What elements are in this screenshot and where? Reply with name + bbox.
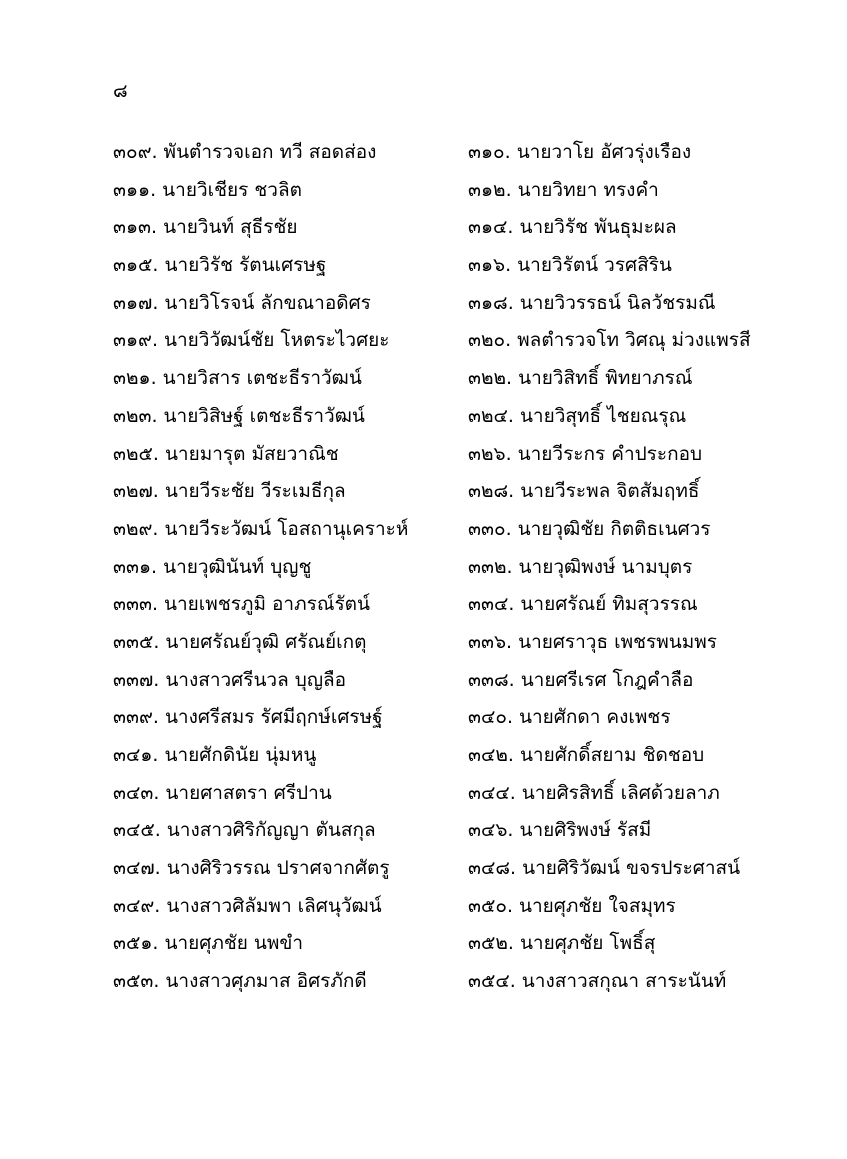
entry-name: นายศักดินัย นุ่มหนู <box>164 744 317 766</box>
list-row <box>0 704 847 742</box>
list-entry-right <box>468 704 671 730</box>
entry-name: นายศักดา คงเพชร <box>519 706 671 729</box>
entry-name: นายวิวัฒน์ชัย โหตระไวศยะ <box>164 329 390 352</box>
list-entry-left <box>113 365 362 391</box>
entry-number: ๓๑๘. <box>468 291 514 314</box>
list-entry-left <box>113 441 339 467</box>
entry-number: ๓๓๖. <box>468 630 513 653</box>
entry-name: นายวิสิษฐ์ เตชะธีราวัฒน์ <box>163 404 365 427</box>
list-row <box>0 893 847 931</box>
entry-number: ๓๑๑. <box>113 178 157 201</box>
entry-number: ๓๐๙. <box>113 141 158 163</box>
entry-number: ๓๓๕. <box>113 630 160 653</box>
entry-number: ๓๑๕. <box>113 254 159 277</box>
entry-name: นางศิริวรรณ ปราศจากศัตรู <box>166 857 390 880</box>
list-entry-left <box>113 893 382 919</box>
entry-number: ๓๒๑. <box>113 367 157 390</box>
list-row <box>0 742 847 780</box>
entry-number: ๓๓๔. <box>468 593 515 616</box>
entry-name: นายวีระพล จิตสัมฤทธิ์ <box>520 480 700 503</box>
list-entry-right <box>468 403 686 429</box>
entry-number: ๓๓๑. <box>113 555 158 578</box>
page-number: ๘ <box>113 80 128 102</box>
entry-name: นายศราวุธ เพชรพนมพร <box>518 630 717 653</box>
list-row <box>0 403 847 441</box>
list-row <box>0 139 847 177</box>
entry-name: นายวิรัตน์ วรศสิริน <box>517 254 672 277</box>
entry-name: นายวิทยา ทรงคำ <box>517 178 659 201</box>
list-entry-right <box>468 930 655 956</box>
entry-number: ๓๔๙. <box>113 894 161 917</box>
entry-number: ๓๔๑. <box>113 744 159 766</box>
list-entry-right <box>468 629 717 655</box>
entry-name: นายศุภชัย ใจสมุทร <box>519 894 676 917</box>
entry-name: นางสาวสกุณา สาระนันท์ <box>521 970 727 993</box>
list-entry-right <box>468 327 751 353</box>
entry-number: ๓๑๗. <box>113 291 159 314</box>
entry-number: ๓๔๗. <box>113 857 161 880</box>
list-entry-right <box>468 893 676 919</box>
entry-number: ๓๔๔. <box>468 781 516 804</box>
entry-name: นายศิริพงษ์ รัสมี <box>519 819 652 842</box>
entry-name: นายศาสตรา ศรีปาน <box>165 781 332 804</box>
entry-number: ๓๒๐. <box>468 329 512 352</box>
entry-name: นายศักดิ์สยาม ชิดชอบ <box>519 744 705 766</box>
entry-number: ๓๑๖. <box>468 254 512 277</box>
list-row <box>0 629 847 667</box>
entry-name: นายศุภชัย นพขำ <box>164 932 304 955</box>
list-entry-left <box>113 403 365 429</box>
entry-number: ๓๓๒. <box>468 555 513 578</box>
list-entry-left <box>113 855 390 881</box>
entry-number: ๓๑๓. <box>113 216 158 239</box>
name-list <box>0 139 847 1006</box>
list-row <box>0 930 847 968</box>
list-entry-left <box>113 516 408 542</box>
entry-name: นายวิโรจน์ ลักขณาอดิศร <box>164 291 371 314</box>
list-row <box>0 855 847 893</box>
list-entry-left <box>113 139 376 165</box>
entry-number: ๓๓๓. <box>113 593 159 616</box>
list-entry-right <box>468 214 677 240</box>
list-entry-right <box>468 365 693 391</box>
list-entry-left <box>113 478 346 504</box>
entry-number: ๓๒๖. <box>468 442 512 465</box>
list-entry-right <box>468 290 715 316</box>
list-row <box>0 667 847 705</box>
entry-name: นายวุฒิพงษ์ นามบุตร <box>518 555 693 578</box>
entry-name: นายศรีเรศ โกฎคำลือ <box>520 668 694 691</box>
list-entry-left <box>113 742 316 768</box>
list-entry-right <box>468 478 700 504</box>
entry-name: นายวิวรรธน์ นิลวัชรมณี <box>519 291 716 314</box>
entry-number: ๓๔๘. <box>468 857 517 880</box>
entry-number: ๓๒๓. <box>113 404 158 427</box>
entry-name: นายศรัณย์ ทิมสุวรรณ <box>520 593 698 616</box>
entry-number: ๓๕๒. <box>468 932 514 955</box>
entry-number: ๓๔๖. <box>468 819 514 842</box>
list-entry-left <box>113 930 303 956</box>
entry-name: นายวิสิทธิ์ พิทยาภรณ์ <box>518 367 693 390</box>
list-entry-left <box>113 704 383 730</box>
list-row <box>0 516 847 554</box>
list-row <box>0 365 847 403</box>
entry-number: ๓๑๔. <box>468 216 514 239</box>
list-row <box>0 591 847 629</box>
list-row <box>0 252 847 290</box>
entry-name: นายวินท์ สุธีรชัย <box>163 216 298 239</box>
entry-number: ๓๔๓. <box>113 781 160 804</box>
list-entry-left <box>113 968 367 994</box>
entry-name: นายมารุต มัสยวาณิช <box>164 442 339 465</box>
list-entry-left <box>113 177 302 203</box>
list-entry-right <box>468 441 702 467</box>
list-entry-left <box>113 252 326 278</box>
entry-name: นางสาวศุภมาส อิศรภักดี <box>165 970 367 993</box>
entry-name: นายวุฒินันท์ บุญชู <box>163 555 312 578</box>
entry-name: นายศรัณย์วุฒิ ศรัณย์เกตุ <box>165 630 367 653</box>
entry-name: นางสาวศิลัมพา เลิศนุวัฒน์ <box>166 894 382 917</box>
entry-name: นางศรีสมร รัศมีฤกษ์เศรษฐ์ <box>164 706 383 729</box>
list-row <box>0 554 847 592</box>
entry-name: นายวิรัช รัตนเศรษฐ <box>164 254 327 277</box>
entry-number: ๓๒๘. <box>468 480 515 503</box>
entry-number: ๓๓๗. <box>113 668 160 691</box>
list-entry-left <box>113 780 332 806</box>
list-entry-right <box>468 742 704 768</box>
entry-number: ๓๓๘. <box>468 668 515 691</box>
list-row <box>0 290 847 328</box>
entry-name: นายวาโย อัศวรุ่งเรือง <box>516 141 692 163</box>
list-entry-right <box>468 177 659 203</box>
entry-number: ๓๕๓. <box>113 970 160 993</box>
entry-number: ๓๒๗. <box>113 480 159 503</box>
entry-name: นายวีระวัฒน์ โอสถานุเคราะห์ <box>164 517 409 540</box>
entry-number: ๓๔๒. <box>468 744 514 766</box>
entry-name: นายวีระกร คำประกอบ <box>517 442 703 465</box>
list-row <box>0 441 847 479</box>
list-entry-left <box>113 327 389 353</box>
entry-number: ๓๕๔. <box>468 970 516 993</box>
entry-number: ๓๑๙. <box>113 329 159 352</box>
list-entry-left <box>113 667 346 693</box>
list-entry-left <box>113 629 366 655</box>
entry-name: นายวิสุทธิ์ ไชยณรุณ <box>519 404 687 427</box>
list-row <box>0 177 847 215</box>
entry-number: ๓๒๙. <box>113 517 159 540</box>
entry-name: นายวิสาร เตชะธีราวัฒน์ <box>162 367 362 390</box>
entry-name: นายศุภชัย โพธิ์สุ <box>519 932 656 955</box>
list-entry-right <box>468 968 726 994</box>
entry-name: นายวิเชียร ชวลิต <box>162 178 302 201</box>
list-entry-right <box>468 817 651 843</box>
list-entry-right <box>468 554 692 580</box>
entry-number: ๓๑๐. <box>468 141 511 163</box>
entry-name: นายเพชรภูมิ อาภรณ์รัตน์ <box>164 593 370 616</box>
list-entry-right <box>468 855 740 881</box>
entry-name: นายวุฒิชัย กิตติธเนศวร <box>517 517 711 540</box>
entry-name: นายวิรัช พันธุมะผล <box>519 216 677 239</box>
list-entry-left <box>113 290 371 316</box>
list-row <box>0 327 847 365</box>
list-row <box>0 968 847 1006</box>
list-entry-right <box>468 139 691 165</box>
entry-number: ๓๓๙. <box>113 706 159 729</box>
entry-name: นายศิรสิทธิ์ เลิศด้วยลาภ <box>521 781 720 804</box>
list-entry-left <box>113 214 298 240</box>
entry-number: ๓๑๒. <box>468 178 512 201</box>
entry-number: ๓๒๒. <box>468 367 513 390</box>
list-entry-left <box>113 591 370 617</box>
list-entry-left <box>113 554 311 580</box>
list-entry-right <box>468 591 698 617</box>
entry-name: นายวีระชัย วีระเมธีกุล <box>164 480 346 503</box>
entry-number: ๓๕๑. <box>113 932 159 955</box>
list-row <box>0 214 847 252</box>
entry-number: ๓๔๐. <box>468 706 514 729</box>
list-entry-right <box>468 516 711 542</box>
list-entry-left <box>113 817 376 843</box>
entry-number: ๓๕๐. <box>468 894 514 917</box>
entry-name: พลตำรวจโท วิศณุ ม่วงแพรสี <box>517 329 751 352</box>
entry-name: นายศิริวัฒน์ ขจรประศาสน์ <box>522 857 741 880</box>
entry-name: นางสาวศิริกัญญา ตันสกุล <box>166 819 376 842</box>
entry-name: พันตำรวจเอก ทวี สอดส่อง <box>163 141 377 163</box>
entry-number: ๓๔๕. <box>113 819 161 842</box>
entry-name: นางสาวศรีนวล บุญลือ <box>165 668 347 691</box>
entry-number: ๓๒๕. <box>113 442 159 465</box>
list-entry-right <box>468 667 693 693</box>
list-row <box>0 817 847 855</box>
list-entry-right <box>468 252 672 278</box>
list-row <box>0 478 847 516</box>
entry-number: ๓๓๐. <box>468 517 512 540</box>
list-entry-right <box>468 780 720 806</box>
entry-number: ๓๒๔. <box>468 404 514 427</box>
list-row <box>0 780 847 818</box>
